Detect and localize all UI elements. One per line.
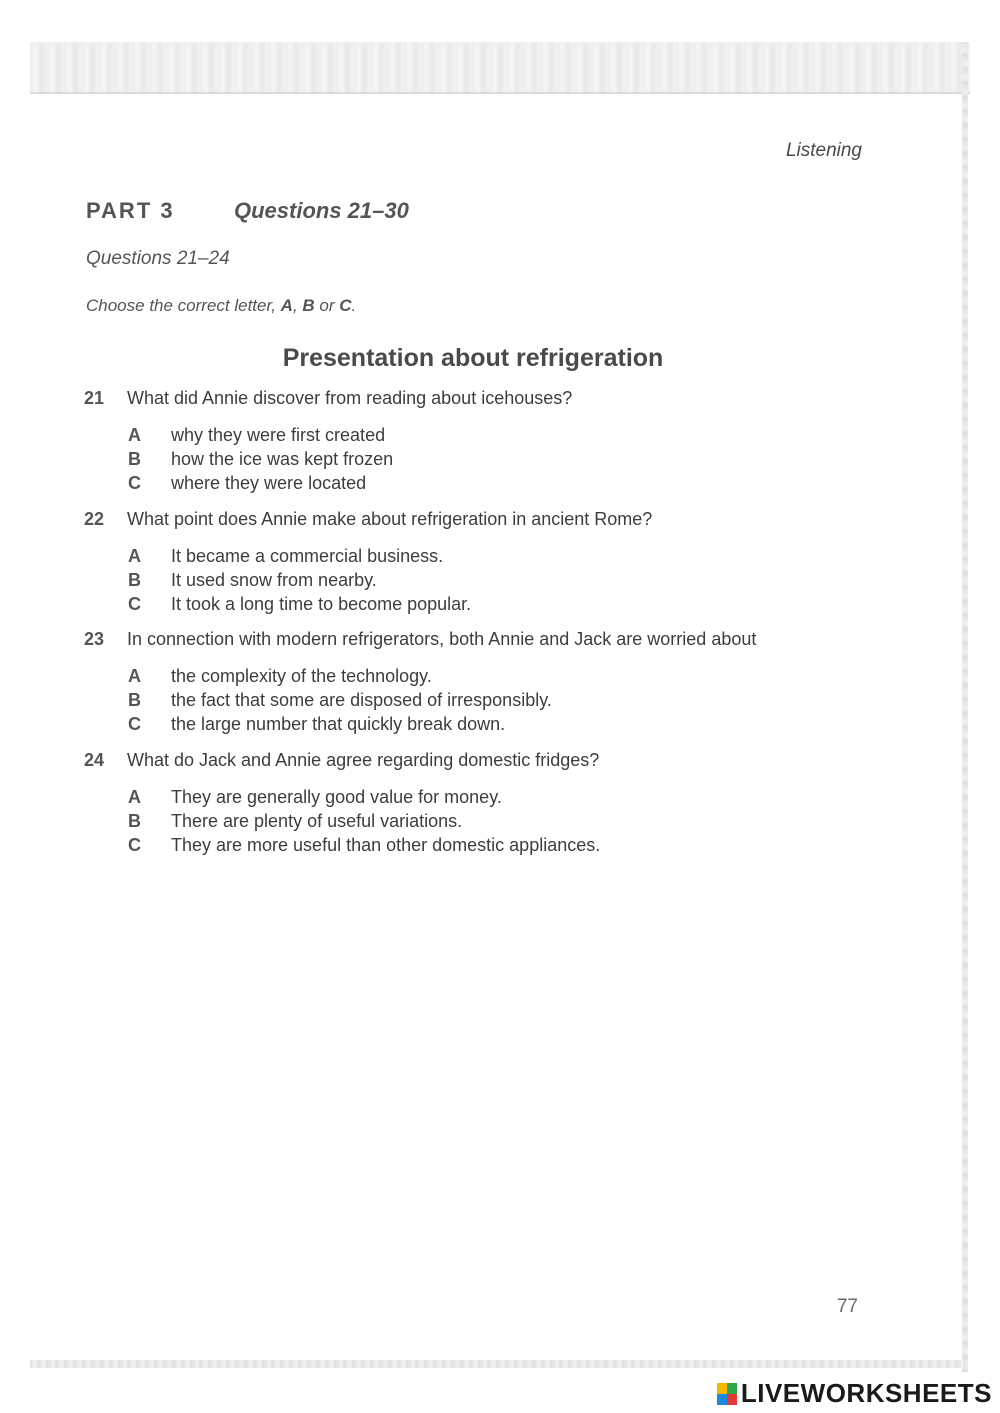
question-21	[84, 388, 904, 495]
option-text: It took a long time to become popular.	[171, 594, 472, 614]
option-text: the complexity of the technology.	[171, 666, 432, 686]
instruction-prefix: Choose the correct letter,	[86, 296, 281, 315]
option-text: how the ice was kept frozen	[171, 449, 394, 469]
instruction-end: .	[351, 296, 357, 315]
answer-option-a[interactable]	[128, 544, 904, 568]
answer-options	[128, 785, 904, 857]
question-number: 22	[84, 509, 105, 529]
question-group-heading: Questions 21–24	[86, 248, 230, 269]
question-stem	[84, 388, 904, 409]
answer-option-c[interactable]	[128, 833, 904, 857]
question-22	[84, 509, 904, 616]
question-text: What did Annie discover from reading about icehouses?	[127, 388, 573, 408]
part-questions-range: Questions 21–30	[234, 198, 409, 223]
liveworksheets-watermark	[717, 1378, 992, 1409]
answer-options	[128, 423, 904, 495]
option-letter: B	[128, 690, 141, 710]
option-letter: A	[128, 546, 141, 566]
page-number: 77	[836, 1296, 858, 1317]
instruction-or: or	[314, 296, 340, 315]
option-letter: A	[128, 425, 141, 445]
option-text: They are generally good value for money.	[171, 787, 502, 807]
answer-option-b[interactable]	[128, 568, 904, 592]
option-text: There are plenty of useful variations.	[171, 811, 463, 831]
scan-edge-top	[30, 42, 970, 94]
question-stem	[84, 629, 904, 650]
scan-edge-right	[962, 42, 968, 1372]
option-letter: B	[128, 570, 141, 590]
option-letter: C	[128, 594, 141, 614]
answer-option-b[interactable]	[128, 688, 904, 712]
question-23	[84, 629, 904, 736]
option-letter: C	[128, 473, 141, 493]
instruction-separator: ,	[292, 296, 303, 315]
question-text: What point does Annie make about refrigeration in ancient Rome?	[127, 509, 653, 529]
instruction-letter-b: B	[302, 296, 315, 315]
answer-option-b[interactable]	[128, 447, 904, 471]
question-number: 21	[84, 388, 105, 408]
answer-option-b[interactable]	[128, 809, 904, 833]
option-text: It used snow from nearby.	[171, 570, 377, 590]
section-label: Listening	[785, 140, 862, 161]
option-text: It became a commercial business.	[171, 546, 444, 566]
question-text: In connection with modern refrigerators, both Annie and Jack are worried about	[127, 629, 757, 649]
question-stem	[84, 509, 904, 530]
option-letter: A	[128, 666, 141, 686]
option-letter: A	[128, 787, 141, 807]
option-letter: B	[128, 811, 141, 831]
instruction-text	[86, 296, 356, 316]
option-text: why they were first created	[171, 425, 386, 445]
option-text: the fact that some are disposed of irresponsibly.	[171, 690, 552, 710]
question-stem	[84, 750, 904, 771]
question-number: 24	[84, 750, 105, 770]
option-letter: B	[128, 449, 141, 469]
liveworksheets-logo-icon	[717, 1383, 737, 1405]
answer-option-a[interactable]	[128, 664, 904, 688]
part-heading: PART 3	[86, 198, 175, 223]
presentation-title: Presentation about refrigeration	[282, 344, 664, 372]
option-letter: C	[128, 835, 141, 855]
question-text: What do Jack and Annie agree regarding domestic fridges?	[127, 750, 600, 770]
question-24	[84, 750, 904, 857]
scan-edge-bottom	[30, 1360, 965, 1368]
answer-options	[128, 544, 904, 616]
answer-option-c[interactable]	[128, 471, 904, 495]
option-text: the large number that quickly break down.	[171, 714, 506, 734]
option-text: where they were located	[171, 473, 367, 493]
instruction-letter-a: A	[280, 296, 293, 315]
instruction-letter-c: C	[339, 296, 352, 315]
answer-options	[128, 664, 904, 736]
option-text: They are more useful than other domestic appliances.	[171, 835, 601, 855]
option-letter: C	[128, 714, 141, 734]
answer-option-c[interactable]	[128, 712, 904, 736]
watermark-text: LIVEWORKSHEETS	[740, 1378, 992, 1408]
answer-option-c[interactable]	[128, 592, 904, 616]
answer-option-a[interactable]	[128, 785, 904, 809]
question-number: 23	[84, 629, 105, 649]
answer-option-a[interactable]	[128, 423, 904, 447]
